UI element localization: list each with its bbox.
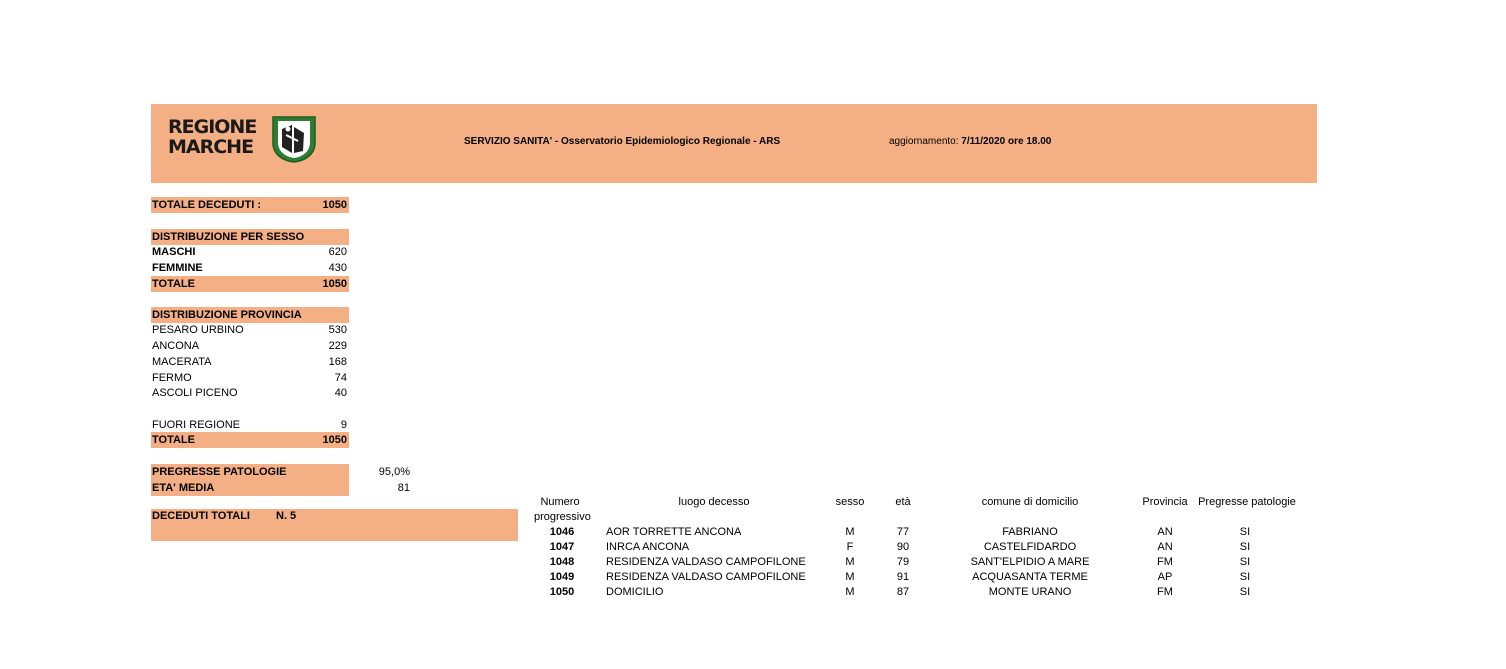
pregresse-eta-block: PREGRESSE PATOLOGIE ETA' MEDIA — [151, 464, 349, 496]
provincia-total-row: TOTALE 1050 — [152, 434, 347, 446]
provincia-row: ANCONA 229 — [152, 340, 347, 352]
logo-text: REGIONE MARCHE — [168, 116, 257, 158]
provincia-row: FERMO 74 — [152, 372, 347, 384]
sesso-row-femmine: FEMMINE 430 — [152, 262, 347, 274]
shield-icon — [270, 115, 318, 163]
col-header-eta: età — [895, 496, 911, 508]
provincia-title: DISTRIBUZIONE PROVINCIA — [151, 307, 349, 323]
col-header-sesso: sesso — [835, 496, 865, 508]
regione-marche-logo — [168, 115, 318, 165]
sesso-title: DISTRIBUZIONE PER SESSO — [151, 229, 349, 245]
sesso-row-maschi: MASCHI 620 — [152, 246, 347, 258]
col-header-patologie: Pregresse patologie — [1198, 496, 1296, 508]
sesso-total-row: TOTALE 1050 — [152, 278, 347, 290]
col-header-provincia: Provincia — [1142, 496, 1188, 508]
totale-deceduti-row: TOTALE DECEDUTI : 1050 — [152, 199, 347, 211]
pregresse-value: 95,0% — [378, 466, 410, 478]
update-label: aggiornamento: — [889, 136, 959, 147]
col-header-comune: comune di domicilio — [981, 496, 1079, 508]
fuori-regione-row: FUORI REGIONE 9 — [152, 419, 347, 431]
col-header-numero: Numero progressivo — [534, 496, 591, 523]
eta-value: 81 — [397, 482, 410, 494]
provincia-row: ASCOLI PICENO 40 — [152, 387, 347, 399]
update-info — [889, 136, 1051, 147]
provincia-row: PESARO URBINO 530 — [152, 324, 347, 336]
deceduti-totali-label: DECEDUTI TOTALI — [152, 510, 250, 522]
deceduti-totali-n: N. 5 — [276, 510, 297, 522]
col-header-luogo: luogo decesso — [678, 496, 750, 508]
header-band — [151, 104, 1317, 183]
update-value: 7/11/2020 ore 18.00 — [961, 136, 1052, 147]
provincia-row: MACERATA 168 — [152, 356, 347, 368]
deceduti-totali-block — [151, 509, 518, 541]
service-title: SERVIZIO SANITA' - Osservatorio Epidemiologico Regionale - ARS — [464, 136, 781, 147]
